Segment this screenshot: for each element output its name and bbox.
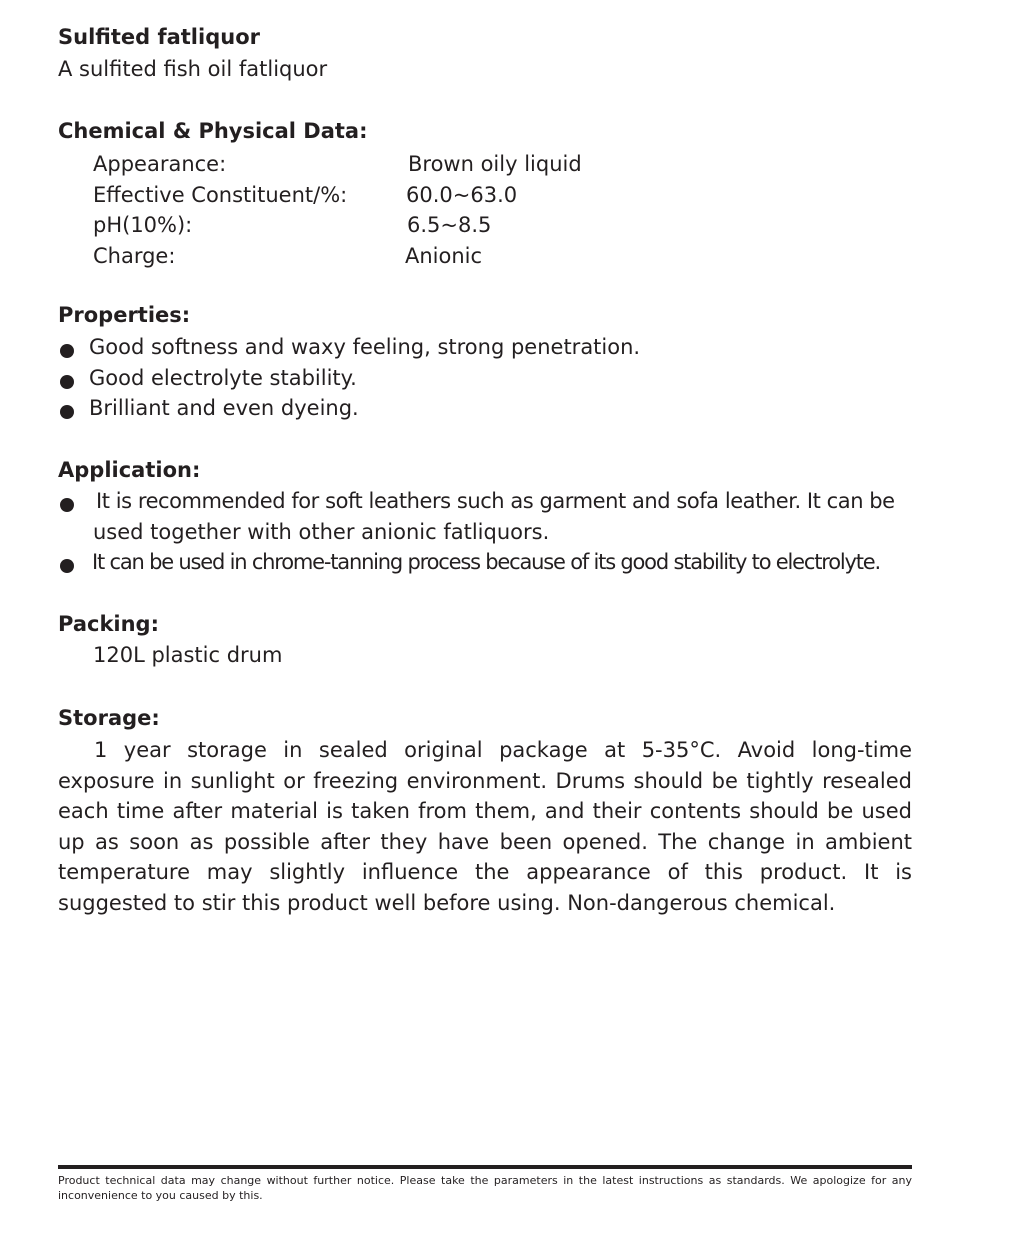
bullet-icon (60, 559, 74, 573)
bullet-icon (60, 344, 74, 358)
application-item: It can be used in chrome-tanning process because of its good stability to electrolyte. (92, 550, 880, 574)
data-label: Charge: (93, 244, 176, 268)
data-value: Brown oily liquid (408, 152, 582, 176)
footer-notice: Product technical data may change without further notice. Please take the parameters in the latest instructions as standards. We apologize for any inconvenience to you caused by this. (58, 1174, 912, 1202)
product-subtitle: A sulfited fish oil fatliquor (58, 57, 328, 81)
product-title: Sulfited fatliquor (58, 25, 260, 49)
property-item: Good softness and waxy feeling, strong penetration. (89, 335, 641, 359)
footer-rule (58, 1165, 912, 1169)
property-item: Brilliant and even dyeing. (89, 396, 359, 420)
application-item: It is recommended for soft leathers such as garment and sofa leather. It can be (96, 489, 895, 513)
chemical-physical-heading: Chemical & Physical Data: (58, 119, 368, 143)
data-label: pH(10%): (93, 213, 193, 237)
application-item-continued: used together with other anionic fatliquors. (93, 520, 550, 544)
data-value: 6.5~8.5 (407, 213, 492, 237)
data-value: 60.0~63.0 (406, 183, 518, 207)
storage-text: 1 year storage in sealed original package at 5-35°C. Avoid long-time exposure in sunlight or freezing environment. Drums should be tightly resealed each time after material is taken from them, and their contents should be used up as soon as possible after they have been opened. The change in ambient temperature may slightly influence the appearance of this product. It is suggested to stir this product well before using. Non-dangerous chemical. (58, 738, 912, 915)
bullet-icon (60, 498, 74, 512)
packing-text: 120L plastic drum (93, 643, 283, 667)
properties-heading: Properties: (58, 303, 191, 327)
data-label: Effective Constituent/%: (93, 183, 348, 207)
packing-heading: Packing: (58, 612, 159, 636)
storage-heading: Storage: (58, 706, 160, 730)
application-heading: Application: (58, 458, 201, 482)
bullet-icon (60, 405, 74, 419)
data-value: Anionic (405, 244, 483, 268)
data-label: Appearance: (93, 152, 227, 176)
property-item: Good electrolyte stability. (89, 366, 357, 390)
bullet-icon (60, 375, 74, 389)
